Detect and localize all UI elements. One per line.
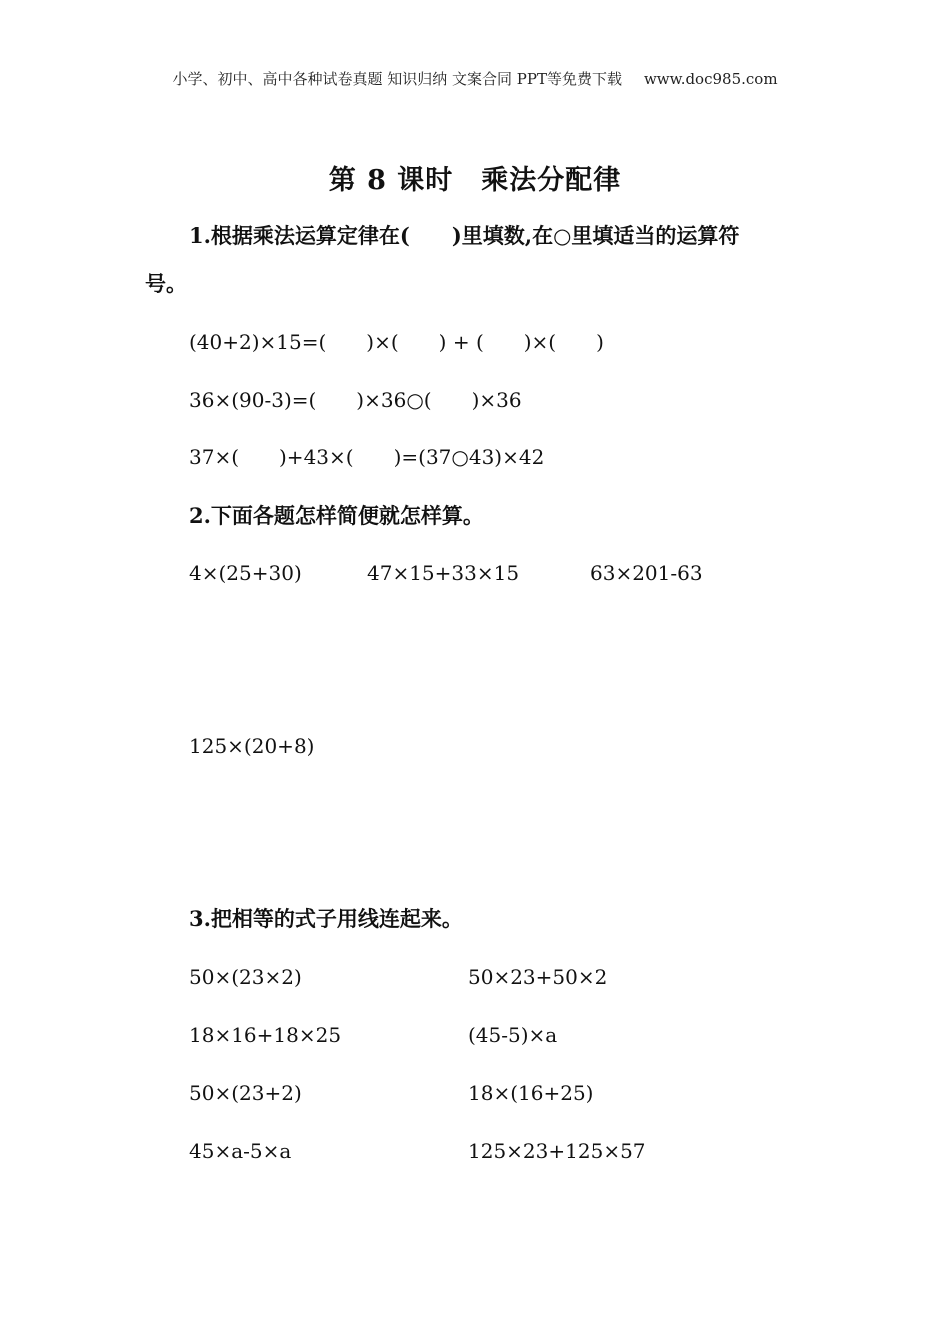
q3-right-1: 50×23+50×2 (468, 965, 608, 989)
q3-right-2: (45-5)×a (468, 1023, 558, 1047)
q2-item-2: 47×15+33×15 (367, 561, 520, 585)
q2-item-1: 4×(25+30) (189, 561, 302, 585)
header-site: www.doc985.com (643, 70, 778, 88)
q3-left-1: 50×(23×2) (189, 965, 302, 989)
q3-left-2: 18×16+18×25 (189, 1023, 342, 1047)
q3-left-3: 50×(23+2) (189, 1081, 302, 1105)
q3-right-4: 125×23+125×57 (468, 1139, 646, 1163)
q2-item-4: 125×(20+8) (189, 734, 315, 758)
q1-prompt-line2: 号。 (145, 271, 187, 296)
q1-item-3: 37×( )+43×( )=(37○43)×42 (189, 445, 545, 469)
page-title: 第 8 课时 乘法分配律 (328, 165, 622, 196)
q1-prompt-line1: 1.根据乘法运算定律在( )里填数,在○里填适当的运算符 (189, 223, 740, 248)
q3-right-3: 18×(16+25) (468, 1081, 594, 1105)
q1-item-2: 36×(90-3)=( )×36○( )×36 (189, 388, 522, 412)
q3-prompt: 3.把相等的式子用线连起来。 (189, 906, 463, 931)
header-text: 小学、初中、高中各种试卷真题 知识归纳 文案合同 PPT等免费下载 (172, 70, 622, 88)
page-header (0, 68, 950, 89)
q1-item-1: (40+2)×15=( )×( ) + ( )×( ) (189, 330, 604, 354)
q2-prompt: 2.下面各题怎样简便就怎样算。 (189, 503, 484, 528)
q2-item-3: 63×201-63 (590, 561, 703, 585)
q3-left-4: 45×a-5×a (189, 1139, 292, 1163)
